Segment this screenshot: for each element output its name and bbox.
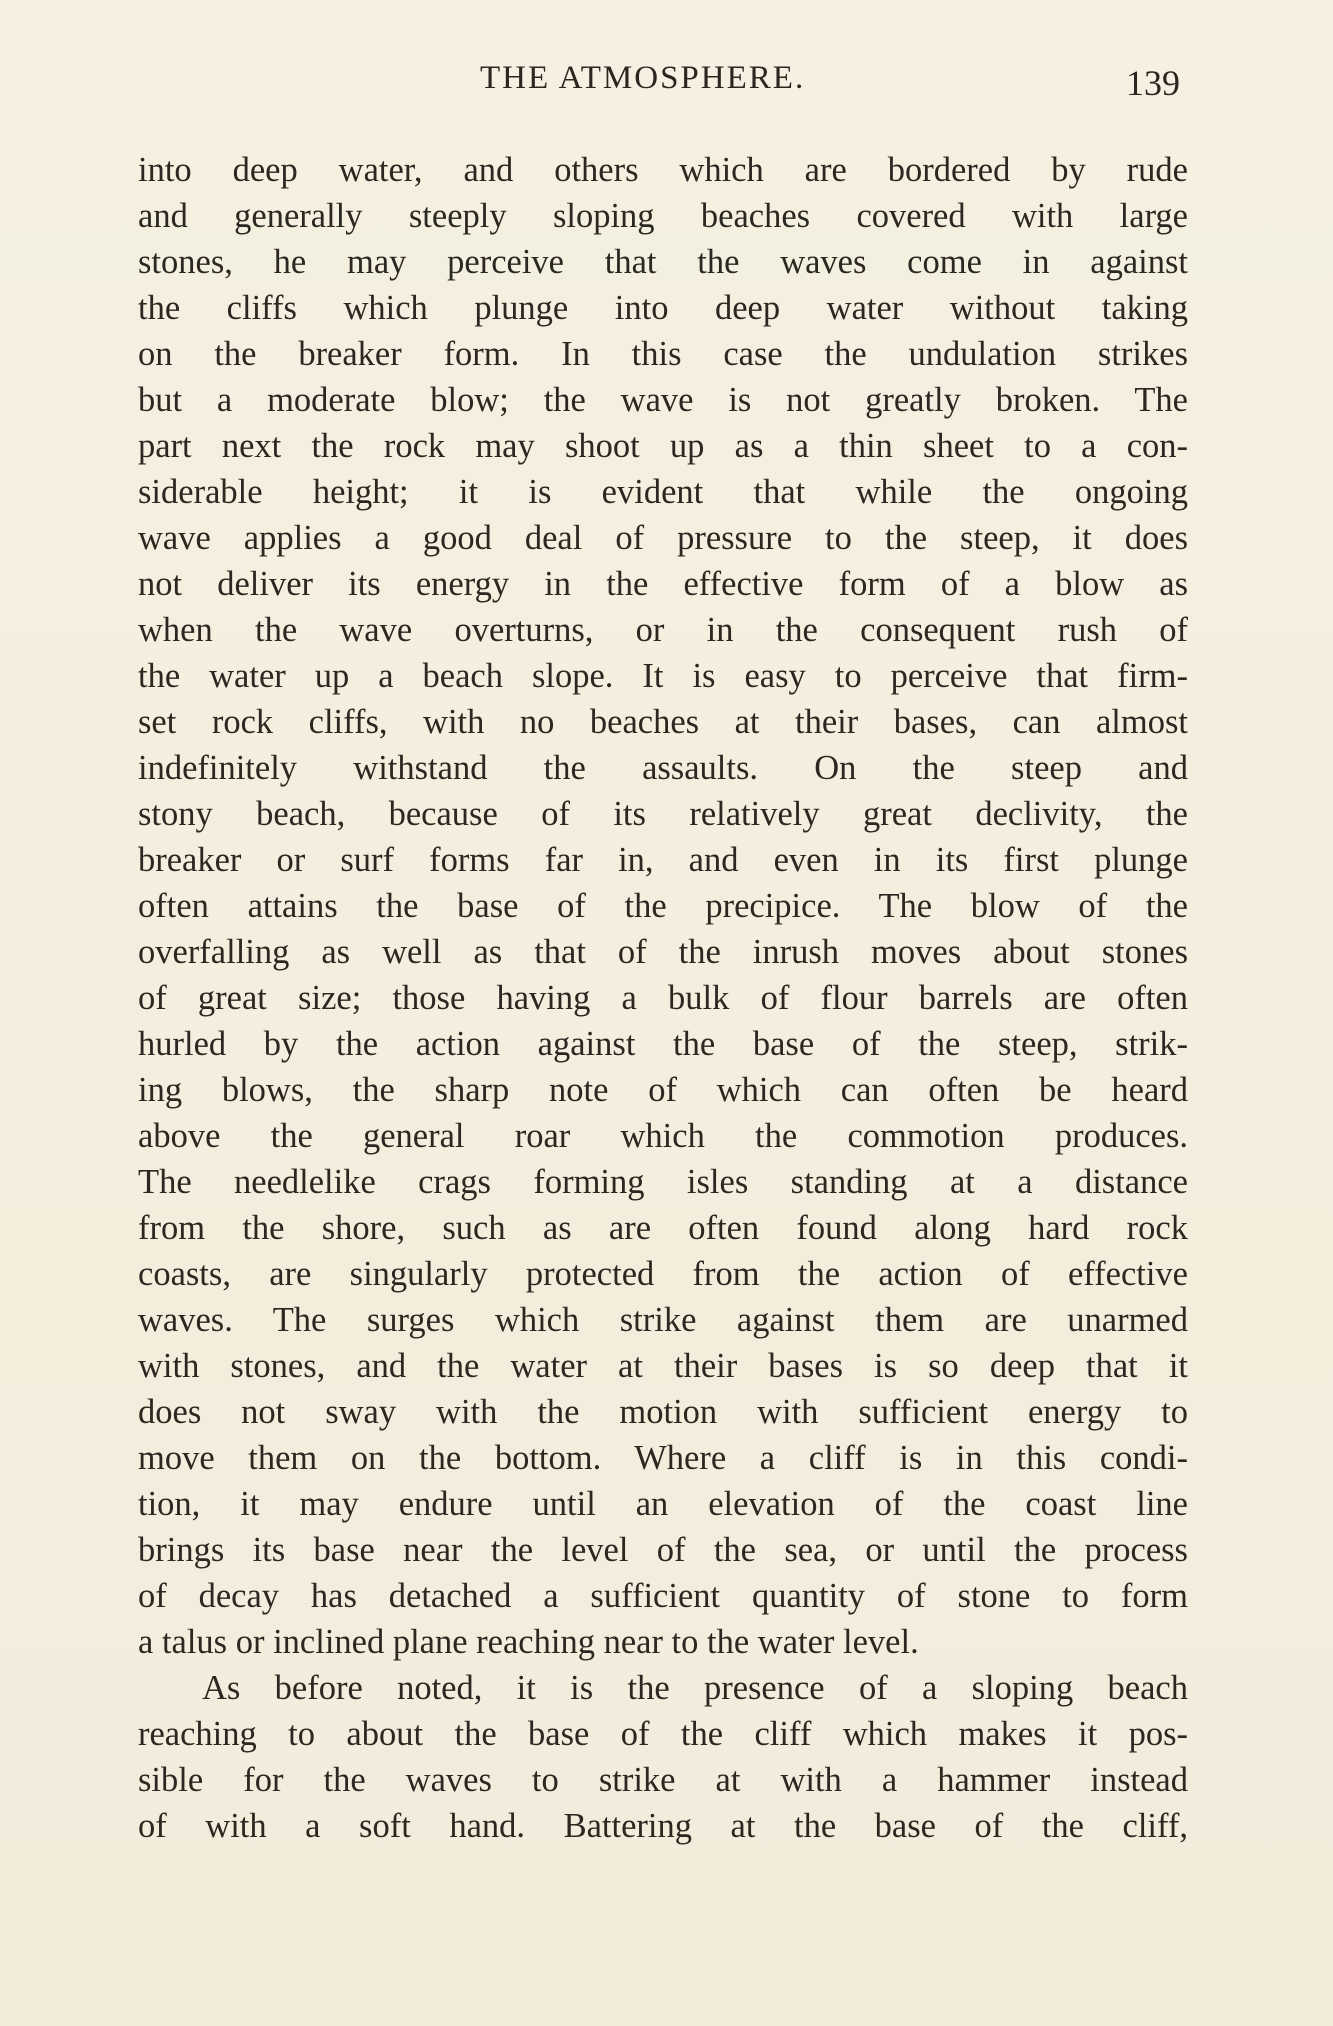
text-line: the water up a beach slope. It is easy to perceive that firm- — [138, 657, 1188, 695]
text-line: and generally steeply sloping beaches covered with large — [138, 197, 1188, 235]
text-line: but a moderate blow; the wave is not greatly broken. The — [138, 381, 1188, 419]
page-number: 139 — [1126, 63, 1180, 103]
text-line: the cliffs which plunge into deep water without taking — [138, 289, 1188, 327]
text-line: set rock cliffs, with no beaches at their bases, can almost — [138, 703, 1188, 741]
text-line: with stones, and the water at their bases is so deep that it — [138, 1347, 1188, 1385]
text-line: of with a soft hand. Battering at the base of the cliff, — [138, 1807, 1188, 1845]
text-line: of decay has detached a sufficient quantity of stone to form — [138, 1577, 1188, 1615]
text-line: overfalling as well as that of the inrush moves about stones — [138, 933, 1188, 971]
text-line: wave applies a good deal of pressure to the steep, it does — [138, 519, 1188, 557]
text-line: from the shore, such as are often found along hard rock — [138, 1209, 1188, 1247]
text-line: not deliver its energy in the effective form of a blow as — [138, 565, 1188, 603]
body-text — [138, 147, 1188, 1849]
text-line: waves. The surges which strike against them are unarmed — [138, 1301, 1188, 1339]
text-line: does not sway with the motion with sufficient energy to — [138, 1393, 1188, 1431]
running-title: THE ATMOSPHERE. — [480, 60, 806, 96]
text-line: often attains the base of the precipice. The blow of the — [138, 887, 1188, 925]
text-line: siderable height; it is evident that while the ongoing — [138, 473, 1188, 511]
text-line: ing blows, the sharp note of which can often be heard — [138, 1071, 1188, 1109]
text-line: indefinitely withstand the assaults. On the steep and — [138, 749, 1188, 787]
text-line: brings its base near the level of the sea, or until the process — [138, 1531, 1188, 1569]
text-line: part next the rock may shoot up as a thin sheet to a con- — [138, 427, 1188, 465]
running-head — [0, 56, 1333, 108]
text-line: stones, he may perceive that the waves come in against — [138, 243, 1188, 281]
text-line: when the wave overturns, or in the consequent rush of — [138, 611, 1188, 649]
text-line: above the general roar which the commotion produces. — [138, 1117, 1188, 1155]
text-line: sible for the waves to strike at with a hammer instead — [138, 1761, 1188, 1799]
paragraph-2 — [138, 1665, 1188, 1849]
text-line: into deep water, and others which are bordered by rude — [138, 151, 1188, 189]
text-line: of great size; those having a bulk of flour barrels are often — [138, 979, 1188, 1017]
text-line: move them on the bottom. Where a cliff is in this condi- — [138, 1439, 1188, 1477]
text-line: hurled by the action against the base of the steep, strik- — [138, 1025, 1188, 1063]
text-line: a talus or inclined plane reaching near to the water level. — [138, 1623, 919, 1661]
text-line: The needlelike crags forming isles standing at a distance — [138, 1163, 1188, 1201]
text-line: As before noted, it is the presence of a sloping beach — [202, 1669, 1188, 1707]
text-line: reaching to about the base of the cliff which makes it pos- — [138, 1715, 1188, 1753]
paragraph-1 — [138, 147, 1188, 1665]
text-line: stony beach, because of its relatively great declivity, the — [138, 795, 1188, 833]
text-line: breaker or surf forms far in, and even in its first plunge — [138, 841, 1188, 879]
text-line: tion, it may endure until an elevation of the coast line — [138, 1485, 1188, 1523]
text-line: coasts, are singularly protected from the action of effective — [138, 1255, 1188, 1293]
text-line: on the breaker form. In this case the undulation strikes — [138, 335, 1188, 373]
